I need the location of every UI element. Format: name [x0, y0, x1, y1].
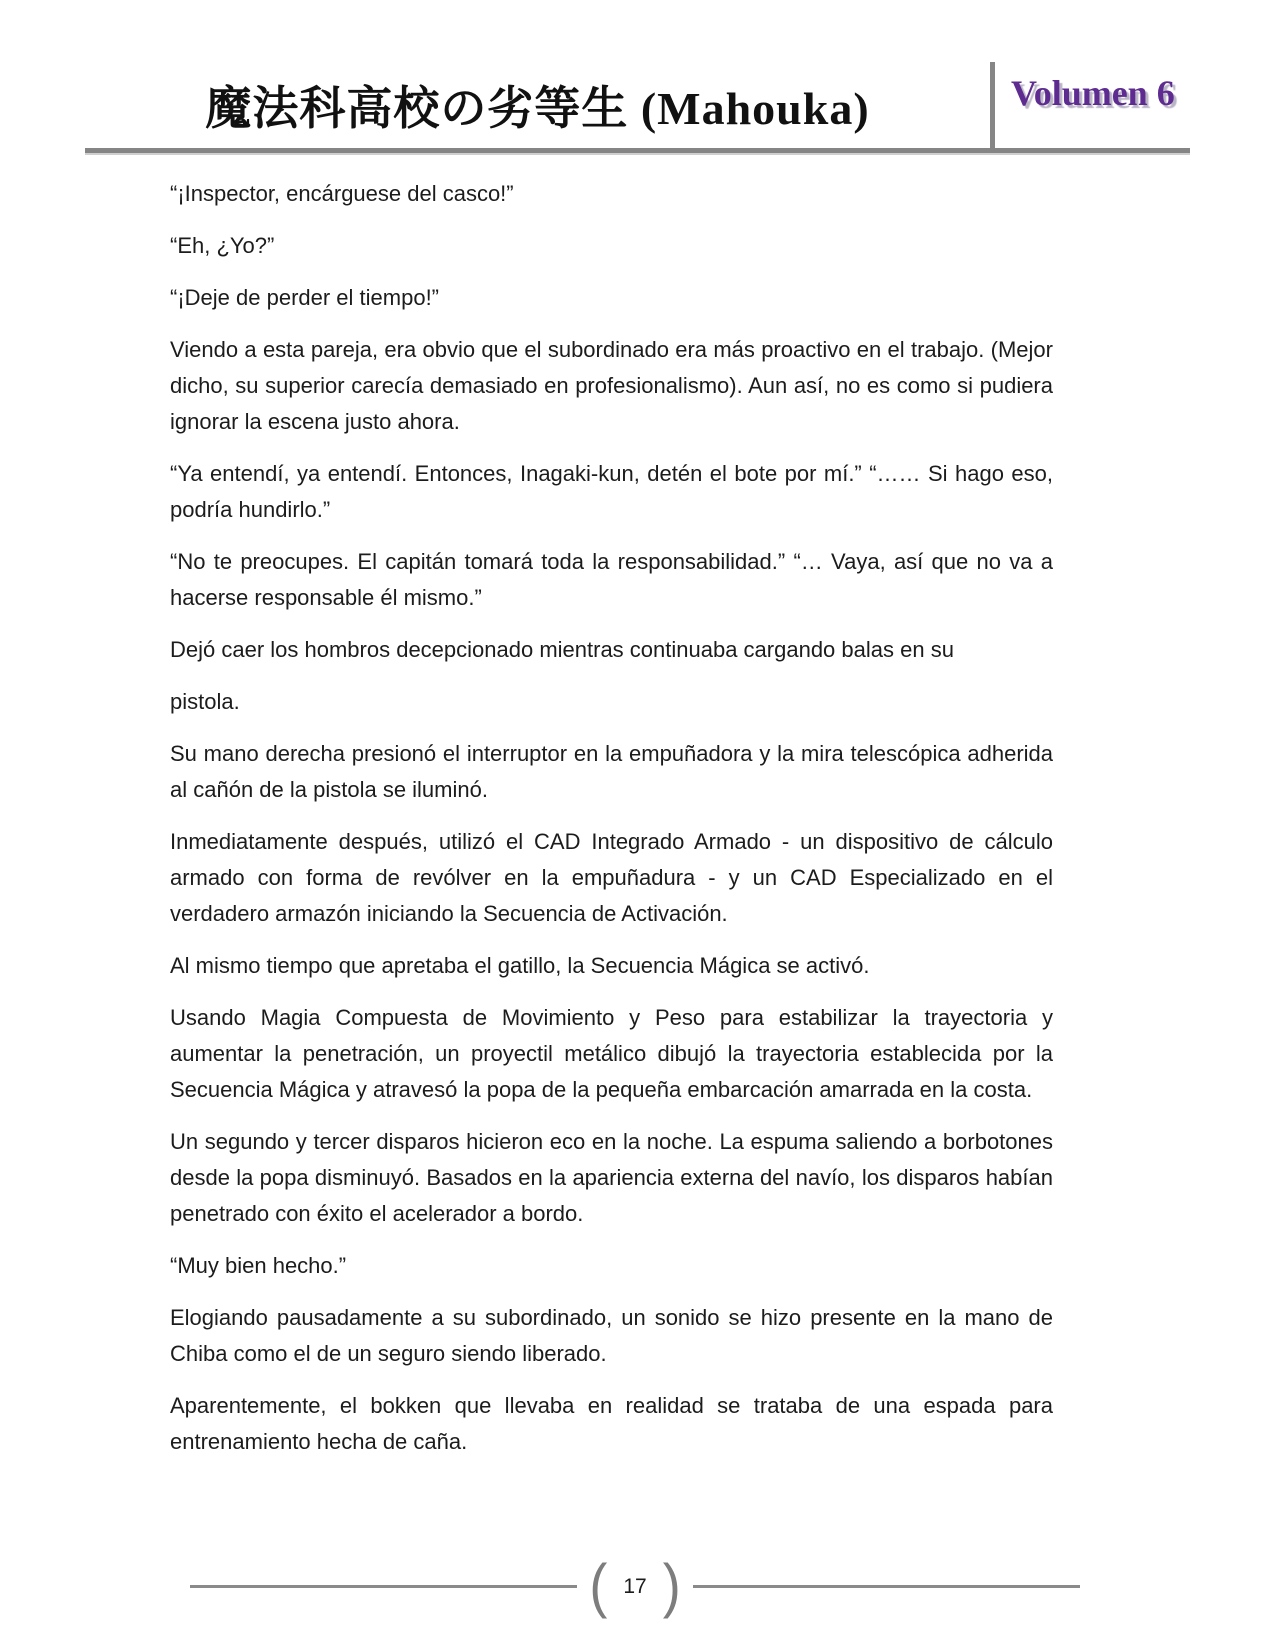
header-volume-area — [990, 62, 1190, 148]
footer-rule-left — [190, 1585, 577, 1588]
paragraph: “¡Inspector, encárguese del casco!” — [170, 181, 514, 206]
paragraph: “¡Deje de perder el tiempo!” — [170, 285, 440, 310]
volume-label: Volumen 6 — [1011, 73, 1175, 113]
paragraph: “Eh, ¿Yo?” — [170, 233, 275, 258]
paragraph: pistola. — [170, 689, 240, 714]
paragraph: Elogiando pausadamente a su subordinado, un sonido se hizo presente en la mano de Chiba como el de un seguro siendo liberado. — [170, 1305, 1053, 1366]
paragraph: Dejó caer los hombros decepcionado mientras continuaba cargando balas en su — [170, 637, 954, 662]
document-title: 魔法科高校の劣等生 (Mahouka) — [205, 83, 870, 134]
paragraph: Un segundo y tercer disparos hicieron eco en la noche. La espuma saliendo a borbotones desde la popa disminuyó. Basados en la apariencia externa del navío, los disparos habían penetrado con éxito el acelerador a bordo. — [170, 1129, 1053, 1226]
page-footer — [190, 1552, 1080, 1620]
body-text — [170, 176, 1053, 1460]
page-header — [85, 62, 1190, 148]
paragraph: Su mano derecha presionó el interruptor en la empuñadora y la mira telescópica adherida al cañón de la pistola se iluminó. — [170, 741, 1053, 802]
paragraph: “No te preocupes. El capitán tomará toda la responsabilidad.” “… Vaya, así que no va a hacerse responsable él mismo.” — [170, 549, 1053, 610]
paragraph: Usando Magia Compuesta de Movimiento y Peso para estabilizar la trayectoria y aumentar la penetración, un proyectil metálico dibujó la trayectoria establecida por la Secuencia Mágica y atravesó la popa de la pequeña embarcación amarrada en la costa. — [170, 1005, 1053, 1102]
header-rule — [85, 148, 1190, 155]
page-number-bracket-right: ) — [662, 1552, 681, 1620]
paragraph: “Ya entendí, ya entendí. Entonces, Inagaki-kun, detén el bote por mí.” “…… Si hago eso, podría hundirlo.” — [170, 461, 1053, 522]
paragraph: Inmediatamente después, utilizó el CAD Integrado Armado - un dispositivo de cálculo armado con forma de revólver en la empuñadura - y un CAD Especializado en el verdadero armazón iniciando la Secuencia de Activación. — [170, 829, 1053, 926]
paragraph: “Muy bien hecho.” — [170, 1253, 347, 1278]
paragraph: Al mismo tiempo que apretaba el gatillo, la Secuencia Mágica se activó. — [170, 953, 870, 978]
page-number-bracket-left: ( — [589, 1552, 608, 1620]
page-number: 17 — [623, 1574, 647, 1598]
paragraph: Viendo a esta pareja, era obvio que el subordinado era más proactivo en el trabajo. (Mejor dicho, su superior carecía demasiado en profesionalismo). Aun así, no es como si pudiera ignorar la escena justo ahora. — [170, 337, 1053, 434]
paragraph: Aparentemente, el bokken que llevaba en realidad se trataba de una espada para entrenamiento hecha de caña. — [170, 1393, 1053, 1454]
footer-rule-right — [693, 1585, 1080, 1588]
header-title-area — [85, 62, 990, 148]
